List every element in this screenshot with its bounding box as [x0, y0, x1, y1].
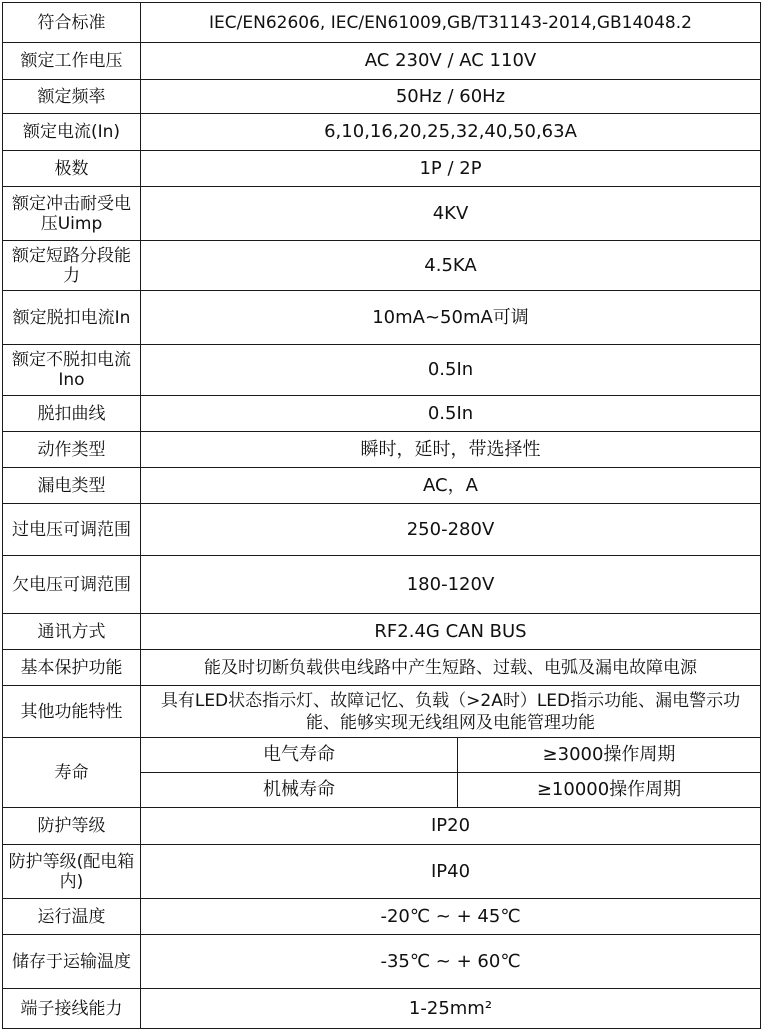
row-label: 通讯方式: [3, 614, 141, 650]
row-label: 端子接线能力: [3, 989, 141, 1029]
row-label: 额定冲击耐受电压Uimp: [3, 187, 141, 241]
row-value: 10mA~50mA可调: [141, 291, 761, 345]
table-row: [3, 187, 761, 241]
row-label: 符合标准: [3, 3, 141, 43]
table-row: [3, 650, 761, 686]
table-row: [3, 114, 761, 151]
table-row: [3, 738, 761, 773]
row-value: 50Hz / 60Hz: [141, 80, 761, 114]
row-value: IEC/EN62606, IEC/EN61009,GB/T31143-2014,GB14048.2: [141, 3, 761, 43]
row-label: 其他功能特性: [3, 686, 141, 738]
sub-row-value: ≥3000操作周期: [458, 738, 761, 773]
table-row: [3, 241, 761, 291]
row-label: 额定不脱扣电流Ino: [3, 345, 141, 396]
row-label: 漏电类型: [3, 468, 141, 504]
row-label: 额定频率: [3, 80, 141, 114]
row-label: 额定工作电压: [3, 43, 141, 80]
table-row: [3, 396, 761, 432]
row-value: 能及时切断负载供电线路中产生短路、过载、电弧及漏电故障电源: [141, 650, 761, 686]
row-label: 动作类型: [3, 432, 141, 468]
row-label: 脱扣曲线: [3, 396, 141, 432]
row-value: 4KV: [141, 187, 761, 241]
row-label: 防护等级(配电箱内): [3, 845, 141, 899]
sub-row-name: 电气寿命: [141, 738, 458, 773]
table-row: [3, 935, 761, 989]
table-row: [3, 3, 761, 43]
row-label: 欠电压可调范围: [3, 556, 141, 614]
row-value: 6,10,16,20,25,32,40,50,63A: [141, 114, 761, 151]
row-label: 基本保护功能: [3, 650, 141, 686]
row-value: 180-120V: [141, 556, 761, 614]
table-row: [3, 686, 761, 738]
row-value: IP20: [141, 808, 761, 845]
sub-row-name: 机械寿命: [141, 773, 458, 808]
row-label: 额定短路分段能力: [3, 241, 141, 291]
row-value: AC，A: [141, 468, 761, 504]
row-value: 4.5KA: [141, 241, 761, 291]
row-value: 250-280V: [141, 504, 761, 556]
table-row: [3, 504, 761, 556]
row-value: AC 230V / AC 110V: [141, 43, 761, 80]
row-label: 寿命: [3, 738, 141, 808]
row-value: IP40: [141, 845, 761, 899]
row-label: 防护等级: [3, 808, 141, 845]
row-value: 0.5In: [141, 396, 761, 432]
table-row: [3, 80, 761, 114]
table-row: [3, 899, 761, 935]
table-row: [3, 845, 761, 899]
row-value: 1P / 2P: [141, 151, 761, 187]
table-row: [3, 345, 761, 396]
table-row: [3, 556, 761, 614]
row-label: 过电压可调范围: [3, 504, 141, 556]
row-value: 瞬时，延时，带选择性: [141, 432, 761, 468]
table-row: [3, 291, 761, 345]
table-row: [3, 468, 761, 504]
table-row: [3, 151, 761, 187]
table-row: [3, 432, 761, 468]
row-value: 0.5In: [141, 345, 761, 396]
row-label: 额定脱扣电流In: [3, 291, 141, 345]
table-row: [3, 614, 761, 650]
row-value: -35℃ ~ + 60℃: [141, 935, 761, 989]
row-value: -20℃ ~ + 45℃: [141, 899, 761, 935]
row-value: 1-25mm²: [141, 989, 761, 1029]
row-value: RF2.4G CAN BUS: [141, 614, 761, 650]
specification-table: [2, 2, 761, 1029]
table-row: [3, 808, 761, 845]
row-label: 运行温度: [3, 899, 141, 935]
table-row: [3, 43, 761, 80]
row-label: 极数: [3, 151, 141, 187]
row-value: 具有LED状态指示灯、故障记忆、负载（>2A时）LED指示功能、漏电警示功能、能够实现无线组网及电能管理功能: [141, 686, 761, 738]
sub-row-value: ≥10000操作周期: [458, 773, 761, 808]
row-label: 储存于运输温度: [3, 935, 141, 989]
row-label: 额定电流(In): [3, 114, 141, 151]
